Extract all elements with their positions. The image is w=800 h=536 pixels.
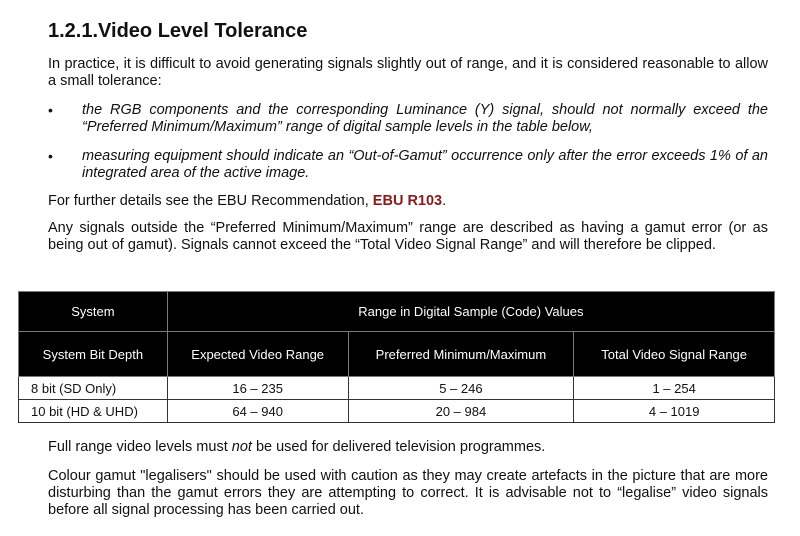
bullet-text: the RGB components and the corresponding Luminance (Y) signal, should not normally exceed the “Preferred Minimum/Maximum” range of digital sample levels in the table below, bbox=[82, 102, 768, 135]
full-range-before: Full range video levels must bbox=[48, 439, 232, 455]
table-subheader-row bbox=[19, 332, 775, 377]
table-header-row bbox=[19, 292, 775, 332]
table-cell: 20 – 984 bbox=[348, 400, 574, 423]
range-header: Range in Digital Sample (Code) Values bbox=[167, 292, 774, 332]
intro-paragraph: In practice, it is difficult to avoid generating signals slightly out of range, and it is considered reasonable to allow a small tolerance: bbox=[48, 56, 768, 89]
ebu-r103-link[interactable]: EBU R103 bbox=[372, 193, 443, 209]
full-range-after: be used for delivered television programmes. bbox=[251, 439, 546, 455]
full-range-paragraph bbox=[48, 439, 768, 456]
table-cell: 5 – 246 bbox=[348, 377, 574, 400]
column-header: Total Video Signal Range bbox=[574, 332, 775, 377]
system-header: System bbox=[19, 292, 168, 332]
column-header: Preferred Minimum/Maximum bbox=[348, 332, 574, 377]
bullet-dot-icon: • bbox=[48, 102, 53, 118]
legaliser-paragraph: Colour gamut "legalisers" should be used with caution as they may create artefacts in the picture that are more disturbing than the gamut errors they are attempting to correct. It is advisable not to “legalise” video signals before all signal processing has been carried out. bbox=[48, 468, 768, 518]
section-heading: 1.2.1.Video Level Tolerance bbox=[48, 20, 308, 42]
table-cell: 64 – 940 bbox=[167, 400, 348, 423]
table-cell: 16 – 235 bbox=[167, 377, 348, 400]
bullet-text: measuring equipment should indicate an “Out-of-Gamut” occurrence only after the error exceeds 1% of an integrated area of the active image. bbox=[82, 148, 768, 181]
table-row bbox=[19, 400, 775, 423]
further-details-prefix: For further details see the EBU Recommendation, bbox=[48, 193, 373, 209]
gamut-error-paragraph: Any signals outside the “Preferred Minimum/Maximum” range are described as having a gamut error (or as being out of gamut). Signals cannot exceed the “Total Video Signal Range” and will therefore be clipped. bbox=[48, 220, 768, 253]
table-row bbox=[19, 377, 775, 400]
table-cell: 8 bit (SD Only) bbox=[19, 377, 168, 400]
column-header: System Bit Depth bbox=[19, 332, 168, 377]
table-cell: 1 – 254 bbox=[574, 377, 775, 400]
table-cell: 4 – 1019 bbox=[574, 400, 775, 423]
full-range-emphasis: not bbox=[231, 439, 252, 455]
column-header: Expected Video Range bbox=[167, 332, 348, 377]
table-cell: 10 bit (HD & UHD) bbox=[19, 400, 168, 423]
video-levels-table bbox=[18, 291, 775, 423]
further-details-paragraph bbox=[48, 193, 768, 210]
bullet-dot-icon: • bbox=[48, 148, 53, 164]
further-details-suffix: . bbox=[442, 193, 447, 209]
